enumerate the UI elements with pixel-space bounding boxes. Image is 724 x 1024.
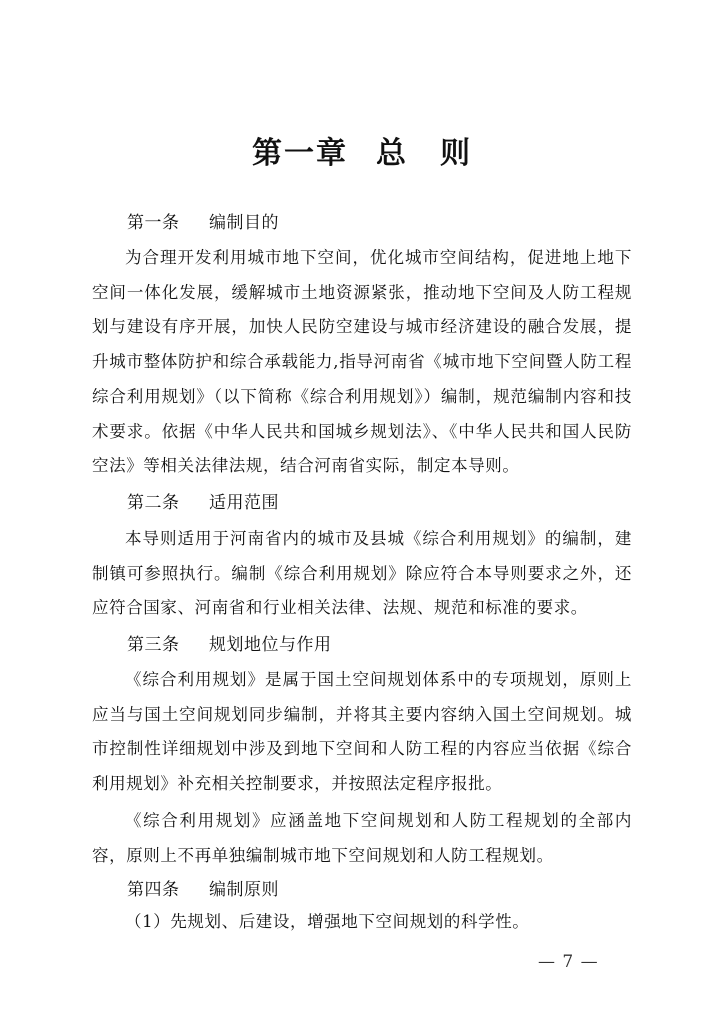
chapter-name: 总 则 (376, 136, 472, 171)
article-4-title: 编制原则 (209, 880, 279, 900)
article-1-title: 编制目的 (209, 213, 279, 233)
article-4-paragraph-1: （1）先规划、后建设，增强地下空间规划的科学性。 (125, 912, 530, 931)
article-1-paragraph-1: 为合理开发利用城市地下空间，优化城市空间结构，促进地上地下空间一体化发展，缓解城市土地资源紧张，推动地下空间及人防工程规划与建设有序开展，加快人民防空建设与城市经济建设的融合发展，提升城市整体防护和综合承载能力,指导河南省《城市地下空间暨人防工程综合利用规划》（以下简称《综合利用规划》）编制，规范编制内容和技术要求。依据《中华人民共和国城乡规划法》、《中华人民共和国人民防空法》等相关法律法规，结合河南省实际，制定本导则。 (92, 248, 632, 476)
article-4-heading (127, 877, 279, 903)
article-2-title: 适用范围 (209, 493, 279, 513)
article-2-number: 第二条 (127, 493, 180, 513)
chapter-title (0, 132, 724, 176)
article-3-number: 第三条 (127, 635, 180, 655)
article-3-title: 规划地位与作用 (209, 635, 332, 655)
article-3-paragraph-2: 《综合利用规划》应涵盖地下空间规划和人防工程规划的全部内容，原则上不再单独编制城市地下空间规划和人防工程规划。 (92, 811, 632, 865)
page-number: — 7 — (538, 952, 599, 972)
article-2-paragraph-1: 本导则适用于河南省内的城市及县城《综合利用规划》的编制，建制镇可参照执行。编制《综合利用规划》除应符合本导则要求之外，还应符合国家、河南省和行业相关法律、法规、规范和标准的要求。 (92, 529, 632, 618)
chapter-number: 第一章 (252, 136, 348, 171)
article-2-heading (127, 490, 279, 516)
article-1-heading (127, 210, 279, 236)
article-3-paragraph-1: 《综合利用规划》是属于国土空间规划体系中的专项规划，原则上应当与国土空间规划同步编制，并将其主要内容纳入国土空间规划。城市控制性详细规划中涉及到地下空间和人防工程的内容应当依据《综合利用规划》补充相关控制要求，并按照法定程序报批。 (92, 670, 632, 794)
article-1-number: 第一条 (127, 213, 180, 233)
article-3-heading (127, 632, 332, 658)
article-4-number: 第四条 (127, 880, 180, 900)
